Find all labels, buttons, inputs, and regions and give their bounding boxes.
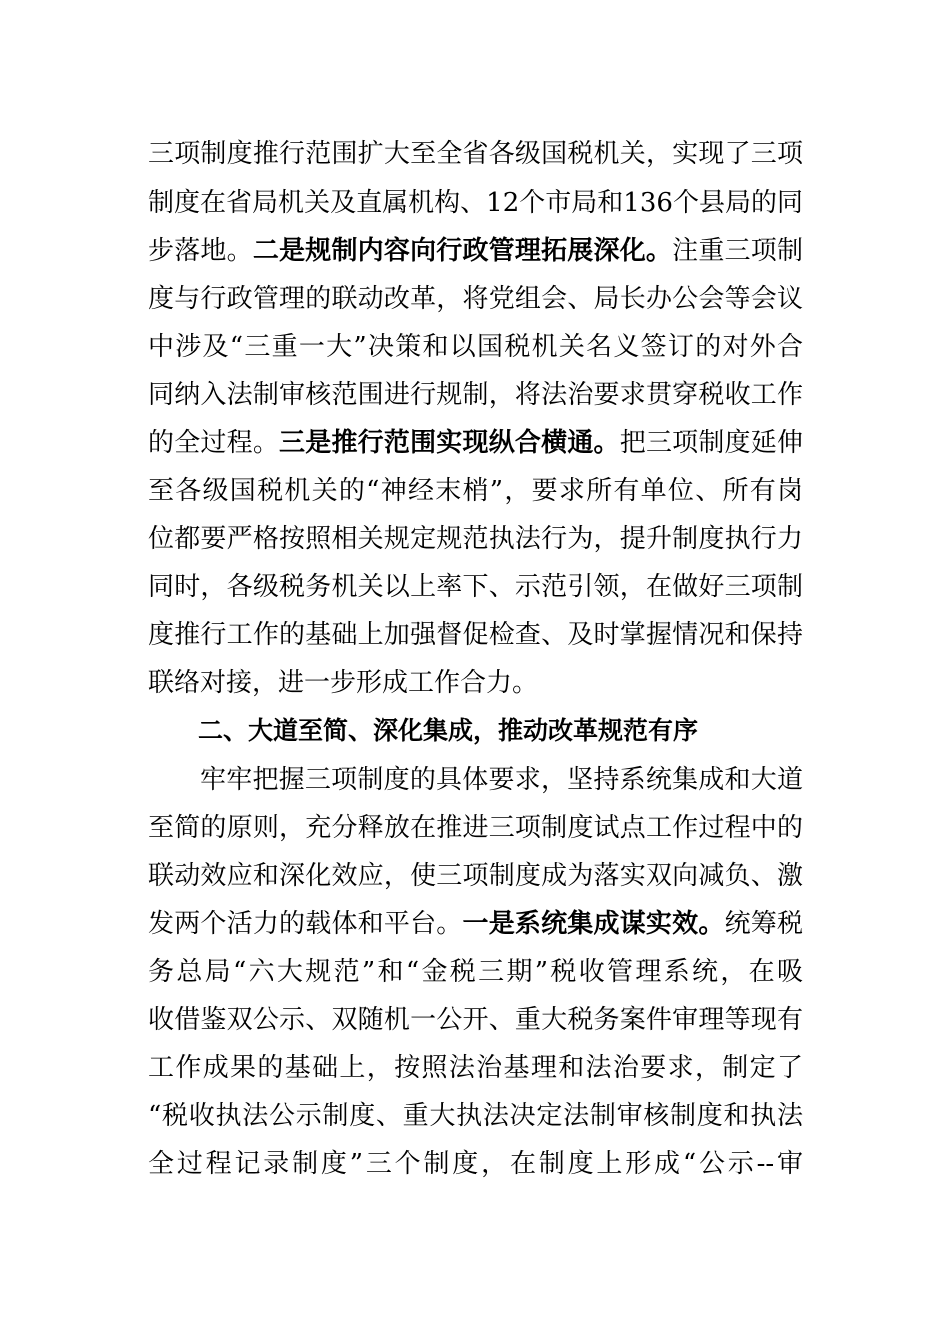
text-run: 发两个活力的载体和平台。 <box>148 909 463 939</box>
section-heading: 二、大道至简、深化集成，推动改革规范有序 <box>198 716 699 745</box>
text-line: 至各级国税机关的“神经末梢”，要求所有单位、所有岗 <box>148 476 803 506</box>
text-line <box>148 228 803 274</box>
text-line: 全过程记录制度”三个制度，在制度上形成“公示--审 <box>148 1149 803 1179</box>
text-line: 三项制度推行范围扩大至全省各级国税机关，实现了三项 <box>148 139 803 169</box>
text-run: 把三项制度延伸 <box>619 428 803 458</box>
text-run: 注重三项制 <box>672 236 803 266</box>
text-line: 中涉及“三重一大”决策和以国税机关名义签订的对外合 <box>148 332 803 362</box>
text-run: 统筹税 <box>724 909 803 939</box>
text-line: 联动效应和深化效应，使三项制度成为落实双向减负、激 <box>148 861 803 891</box>
text-line <box>148 901 803 947</box>
text-line: 位都要严格按照相关规定规范执法行为，提升制度执行力 <box>148 524 803 554</box>
text-run: 步落地。 <box>148 236 253 266</box>
text-line: 工作成果的基础上，按照法治基理和法治要求，制定了 <box>148 1053 803 1083</box>
bold-point-2: 二是规制内容向行政管理拓展深化。 <box>252 236 673 266</box>
text-line: 度推行工作的基础上加强督促检查、及时掌握情况和保持 <box>148 620 803 650</box>
text-line: 同时，各级税务机关以上率下、示范引领，在做好三项制 <box>148 572 803 602</box>
text-line: 同纳入法制审核范围进行规制，将法治要求贯穿税收工作 <box>148 380 803 410</box>
text-line: 收借鉴双公示、双随机一公开、重大税务案件审理等现有 <box>148 1005 803 1035</box>
text-run: 的全过程。 <box>148 428 280 458</box>
text-line <box>148 420 803 466</box>
text-line: 务总局“六大规范”和“金税三期”税收管理系统，在吸 <box>148 957 803 987</box>
text-line: “税收执法公示制度、重大执法决定法制审核制度和执法 <box>148 1101 803 1131</box>
text-line: 制度在省局机关及直属机构、12个市局和136个县局的同 <box>148 188 803 218</box>
bold-point-3: 三是推行范围实现纵合横通。 <box>279 428 620 458</box>
text-line: 至简的原则，充分释放在推进三项制度试点工作过程中的 <box>148 813 803 843</box>
text-line: 度与行政管理的联动改革，将党组会、局长办公会等会议 <box>148 284 803 314</box>
bold-point-1: 一是系统集成谋实效。 <box>462 909 725 939</box>
text-line: 牢牢把握三项制度的具体要求，坚持系统集成和大道 <box>200 765 803 795</box>
text-line: 联络对接，进一步形成工作合力。 <box>148 668 539 698</box>
